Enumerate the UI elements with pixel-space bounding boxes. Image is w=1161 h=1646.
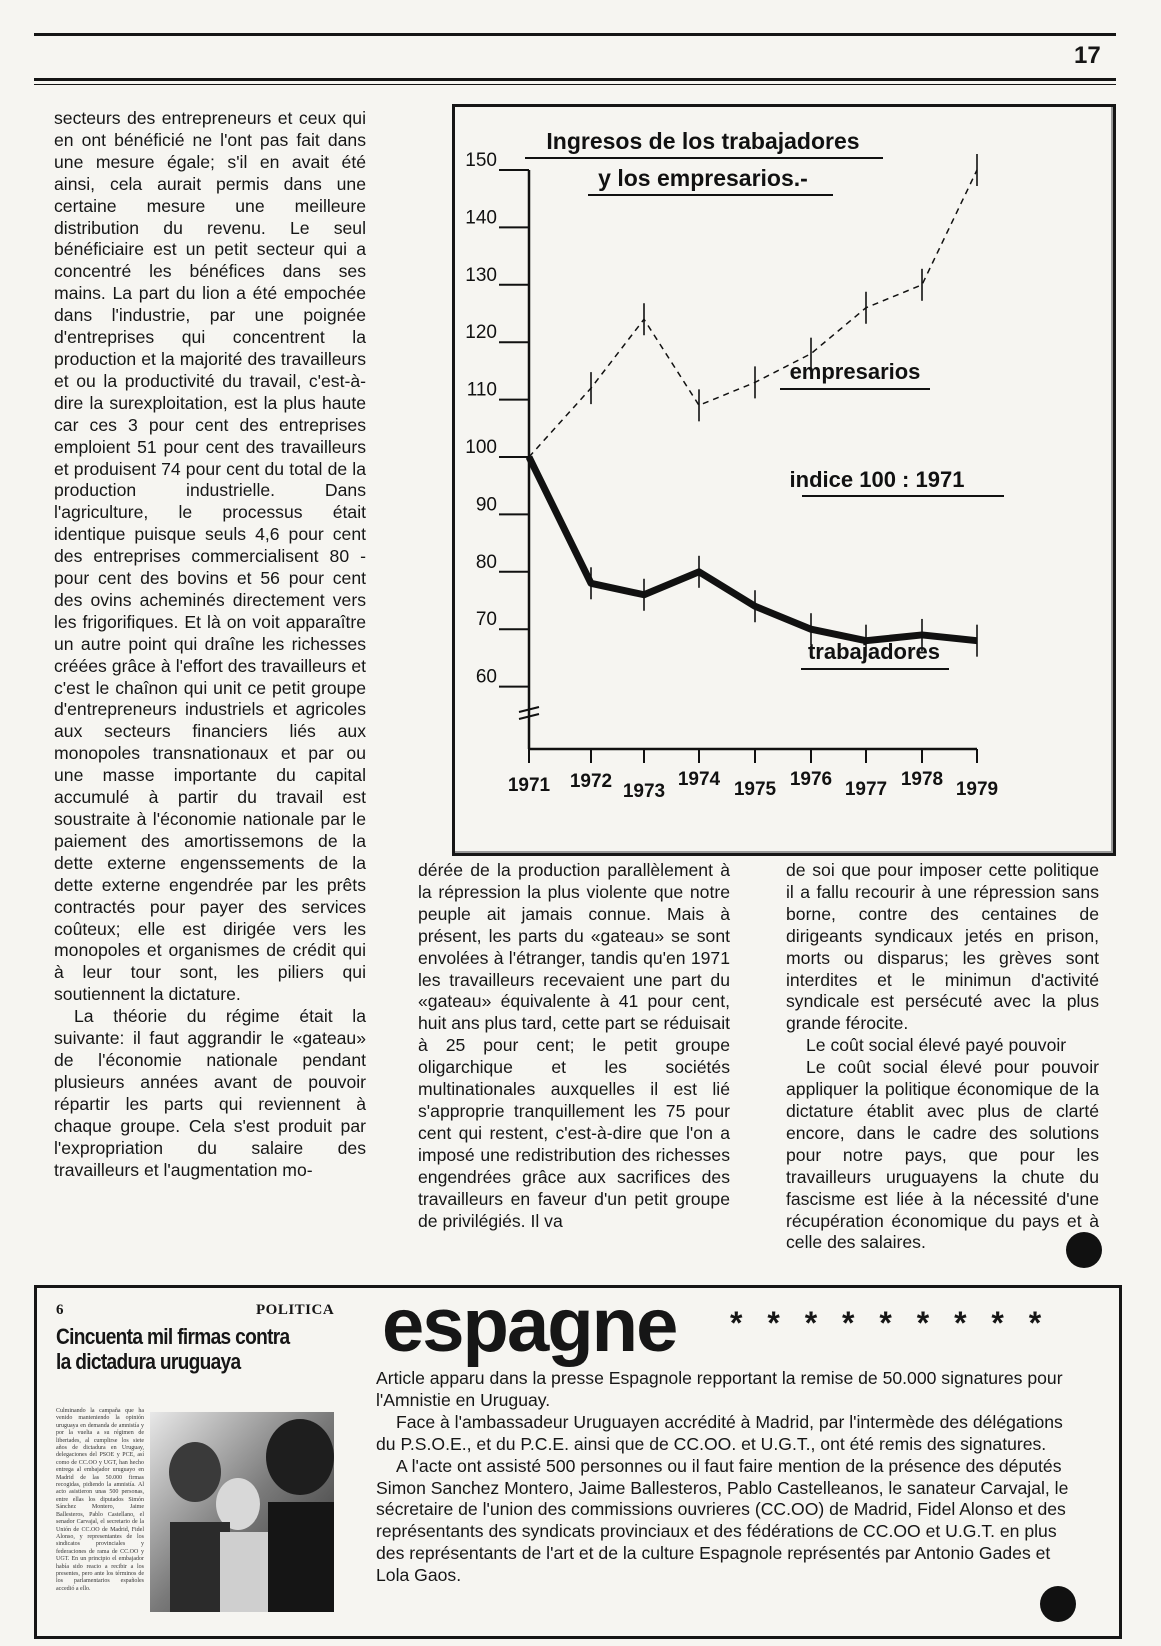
chart-title-line: Ingresos de los trabajadores	[546, 128, 860, 154]
clipping-section: POLITICA	[256, 1302, 335, 1318]
series-line-empresarios	[529, 170, 977, 457]
y-tick-label: 130	[465, 264, 497, 286]
paragraph: La théorie du régime était la suivante: il faut aggrandir le «gateau» de l'économie nationale pendant plusieurs années avant de pouvoir répartir les parts qui reviennent à chaque groupe. Cela s'est produit par l'expropriation du salaire des travailleurs et l'augmentation mo-	[54, 1006, 366, 1180]
paragraph: A l'acte ont assisté 500 personnes ou il faut faire mention de la présence des députés Simon Sanchez Montero, Jaime Ballesteros, Pablo Castelleanos, le sanateur Carvajal, le sécretaire de l'union des commissions ouvrieres (CC.OO) de Madrid, Fidel Alonso et des représentants des syndicats provinciaux et des fédérations de CC.OO et U.G.T. en plus des représentants de l'art et de la culture Espagnole représentés par Antonio Gades et Lola Gaos.	[376, 1455, 1069, 1586]
y-tick-label: 110	[466, 379, 497, 401]
x-tick-label: 1979	[955, 779, 999, 800]
box-text	[376, 1368, 1074, 1587]
x-tick-label: 1977	[844, 779, 888, 800]
box-end-bullet	[1040, 1586, 1076, 1622]
x-tick-label: 1978	[900, 769, 944, 790]
header-rule-thin	[34, 84, 1116, 85]
y-tick-label: 150	[465, 150, 497, 171]
clipping-body: Culminando la campaña que ha venido manteniendo la opinión uruguaya en demanda de amnistía y por la vuelta a su régimen de libertades, al cumplirse los siete años de dictadura en Uruguay, delegaciones del PSOE y PCE, así como de CC.OO y UGT, han hecho entrega al embajador uruguayo en Madrid de las 50.000 firmas recogidas, pidiendo la amnistía. Al acto asistieron unas 500 personas, entre ellas los diputados Simón Sánchez Montero, Jaime Ballesteros, Pablo Castellano, el senador Carvajal, el secretario de la Unión de CC.OO de Madrid, Fidel Alonso, y representantes de los sindicatos provinciales y federaciones de rama de CC.OO y UGT. En un principio el embajador había sido reacio a recibir a los presentes, pero ante los términos de los parlamentarios españoles accedió a ello.	[56, 1408, 144, 1592]
paragraph: secteurs des entrepreneurs et ceux qui en ont bénéficié ne l'ont pas fait dans une mesure égale; s'il en avait été ainsi, cela aurait permis dans une certaine mesure une meilleure distribution du revenu. Le seul bénéficiaire est un petit secteur qui a concentré les bénéfices dans ses mains. La part du lion a été empochée dans l'industrie, par une poignée d'entreprises qui concentrent la production et la majorité des travailleurs et ou la productivité du travail, c'est-à-dire la surexploitation, est la plus haute car ces 3 pour cent des entreprises emploient 51 pour cent des travailleurs et produisent 74 pour cent du total de la production industrielle. Dans l'agriculture, le processus était identique puisque seuls 4,6 pour cent des entreprises commercialisent 80 - pour cent des bovins et 56 pour cent des ovins acheminés directement vers les frigorifiques. Et là on voit apparaître un autre point qui draîne les richesses créées grâce à l'effort des travailleurs et c'est le chaînon qui unit ce petit groupe d'entrepreneurs industriels et agricoles aux secteurs financiers liés aux monopoles transnationaux et par ou une masse importante du capital accumulé à partir du travail est soustraite à l'économie nationale par le paiement des amortissemons de la dette externe engenssements de la dette externe engendrée par les prêts contractés pour payer des services coûteux; elle est dirigée vers les monopoles et organismes de crédit qui à leur tour sont, les piliers qui soutiennent la dictature.	[54, 108, 366, 1005]
series-label-trabajadores: trabajadores	[807, 639, 941, 664]
paragraph: Article apparu dans la presse Espagnole repportant la remise de 50.000 signatures pour l'Amnistie en Uruguay.	[376, 1368, 1063, 1410]
series-label-empresarios: empresarios	[789, 359, 921, 384]
clipping-headline: Cincuenta mil firmas contra la dictadura uruguaya	[56, 1324, 290, 1374]
clipping-photo	[150, 1412, 334, 1612]
page-number: 17	[1074, 42, 1101, 69]
chart-frame	[452, 104, 1116, 856]
y-tick-label: 70	[475, 609, 497, 631]
paragraph: dérée de la production parallèlement à la répression la plus violente que notre peuple ait jamais connue. Mais à présent, les parts du «gateau» se sont envolées à l'étranger, tandis qu'en 1971 les travailleurs recevaient une part du «gateau» équivalente à 41 pour cent, huit ans plus tard, cette part se réduisait à 25 pour cent; le petit groupe oligarchique et les sociétés multinationales auxquelles il est lié s'approprie tranquillement les 75 pour cent qui restent, c'est-à-dire que l'on a imposé une redistribution des richesses engendrées grâce aux sacrifices des travailleurs en faveur d'un petit groupe de privilégiés. Il va	[418, 860, 730, 1231]
paragraph: Face à l'ambassadeur Uruguayen accrédité à Madrid, par l'intermède des délégations du P.S.O.E., et du P.C.E. ainsi que de CC.OO. et U.G.T., ont été remis des signatures.	[376, 1411, 1063, 1454]
clipping-page-number: 6	[56, 1302, 64, 1318]
y-tick-label: 90	[475, 494, 497, 516]
article-column-left	[54, 108, 366, 1181]
paragraph: Le coût social élevé pour pouvoir appliquer la politique économique de la dictature établit avec plus de clarté encore, dans le cadre des solutions pour notre pays, que pour les travailleurs uruguayens la chute du fascisme est liée à la nécessité d'une récupération économique du pays et à celle des salaires.	[786, 1057, 1099, 1253]
paragraph: de soi que pour imposer cette politique il a fallu recourir à une répression sans borne, contre des centaines de dirigeants syndicaux jetés en prison, morts ou disparus; les grèves sont interdites et le minimun d'activité syndicale est persécuté avec la plus grande férocite.	[786, 860, 1099, 1034]
y-tick-label: 80	[475, 551, 497, 573]
chart-subtitle: indice 100 : 1971	[789, 467, 965, 492]
y-tick-label: 140	[465, 207, 497, 229]
paragraph: Le coût social élevé payé pouvoir	[806, 1035, 1067, 1056]
y-tick-label: 100	[465, 437, 497, 458]
x-tick-label: 1975	[733, 779, 777, 800]
top-rule	[34, 33, 1116, 36]
chart-title-line: y los empresarios.-	[598, 165, 808, 191]
box-title: espagne	[382, 1283, 677, 1368]
press-clipping	[56, 1302, 336, 1622]
y-tick-label: 60	[475, 666, 497, 688]
x-tick-label: 1974	[677, 769, 721, 790]
x-tick-label: 1971	[507, 775, 551, 796]
header-rule	[34, 78, 1116, 81]
article-column-middle	[418, 860, 730, 1232]
x-tick-label: 1976	[789, 769, 833, 790]
y-tick-label: 120	[465, 322, 497, 344]
end-bullet	[1066, 1232, 1102, 1268]
x-tick-label: 1973	[622, 781, 666, 802]
x-tick-label: 1972	[569, 771, 613, 792]
income-chart	[455, 107, 1113, 853]
article-column-right	[786, 860, 1099, 1254]
box-stars: * * * * * * * * *	[730, 1305, 1050, 1341]
